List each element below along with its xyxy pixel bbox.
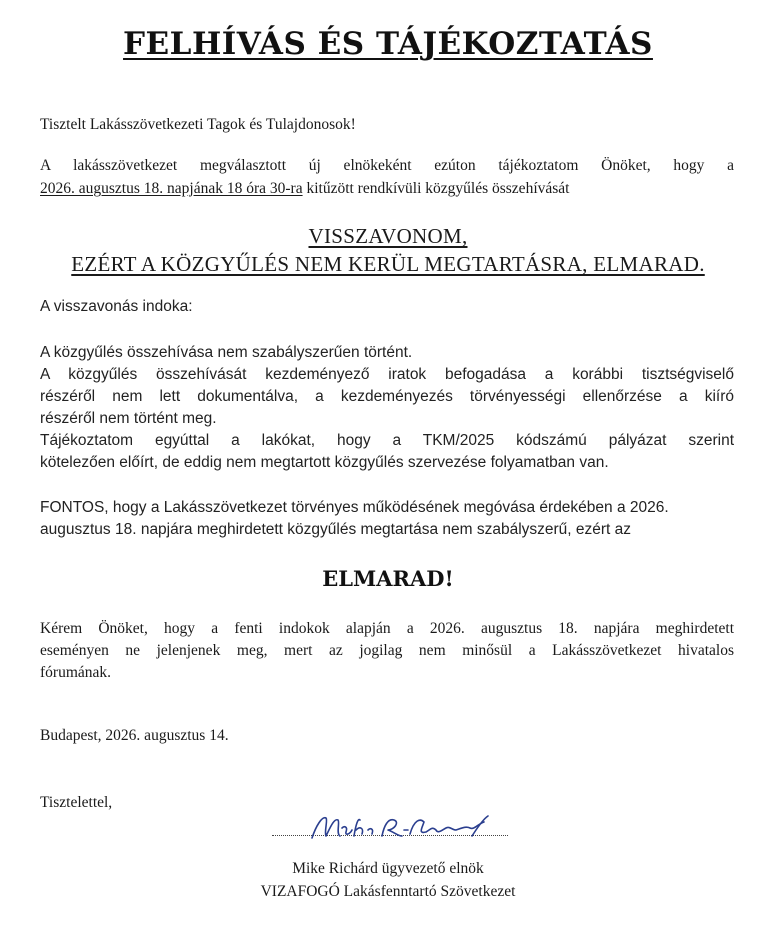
revocation-line-1: VISSZAVONOM, (308, 224, 468, 248)
closing: Tisztelettel, (40, 794, 113, 811)
reason-line-4: részéről nem történt meg. (40, 410, 217, 427)
request-line-2: eseményen ne jelenjenek meg, mert az jogilag nem minősül a Lakásszövetkezet hivatalos (40, 642, 734, 659)
reason-line-3: részéről nem lett dokumentálva, a kezdeményezés törvényességi ellenőrzése a kiíró (40, 388, 734, 405)
reason-line-2: A közgyűlés összehívását kezdeményező iratok befogadása a korábbi tisztségviselő (40, 366, 734, 383)
document-title: FELHÍVÁS ÉS TÁJÉKOZTATÁS (123, 26, 653, 62)
intro-line-2 (40, 178, 569, 200)
signer-organization: VIZAFOGÓ Lakásfenntartó Szövetkezet (260, 883, 516, 900)
reason-line-5: Tájékoztatom egyúttal a lakókat, hogy a TKM/2025 kódszámú pályázat szerint (40, 432, 734, 449)
reasons-heading: A visszavonás indoka: (40, 298, 193, 315)
handwritten-signature (296, 808, 516, 852)
request-line-1: Kérem Önöket, hogy a fenti indokok alapján a 2026. augusztus 18. napjára meghirdetett (40, 620, 734, 637)
place-date: Budapest, 2026. augusztus 14. (40, 727, 229, 744)
revocation-line-2: EZÉRT A KÖZGYŰLÉS NEM KERÜL MEGTARTÁSRA, ELMARAD. (71, 252, 705, 276)
reason-line-1: A közgyűlés összehívása nem szabályszerűen történt. (40, 344, 413, 361)
important-line-2: augusztus 18. napjára meghirdetett közgyűlés megtartása nem szabályszerű, ezért az (40, 521, 632, 538)
important-line-1: FONTOS, hogy a Lakásszövetkezet törvényes működésének megóvása érdekében a 2026. (40, 499, 669, 516)
intro-line-1: A lakásszövetkezet megválasztott új elnökeként ezúton tájékoztatom Önöket, hogy a (40, 157, 734, 174)
intro-line-2-rest: kitűzött rendkívüli közgyűlés összehívását (302, 180, 570, 197)
signer-name: Mike Richárd ügyvezető elnök (292, 860, 484, 877)
meeting-date-time: 2026. augusztus 18. napjának 18 óra 30-ra (40, 180, 303, 197)
salutation: Tisztelt Lakásszövetkezeti Tagok és Tulajdonosok! (40, 116, 356, 133)
cancelled-heading: ELMARAD! (322, 566, 454, 591)
reason-line-6: kötelezően előírt, de eddig nem megtartott közgyűlés szervezése folyamatban van. (40, 454, 609, 471)
request-line-3: fórumának. (40, 664, 112, 681)
